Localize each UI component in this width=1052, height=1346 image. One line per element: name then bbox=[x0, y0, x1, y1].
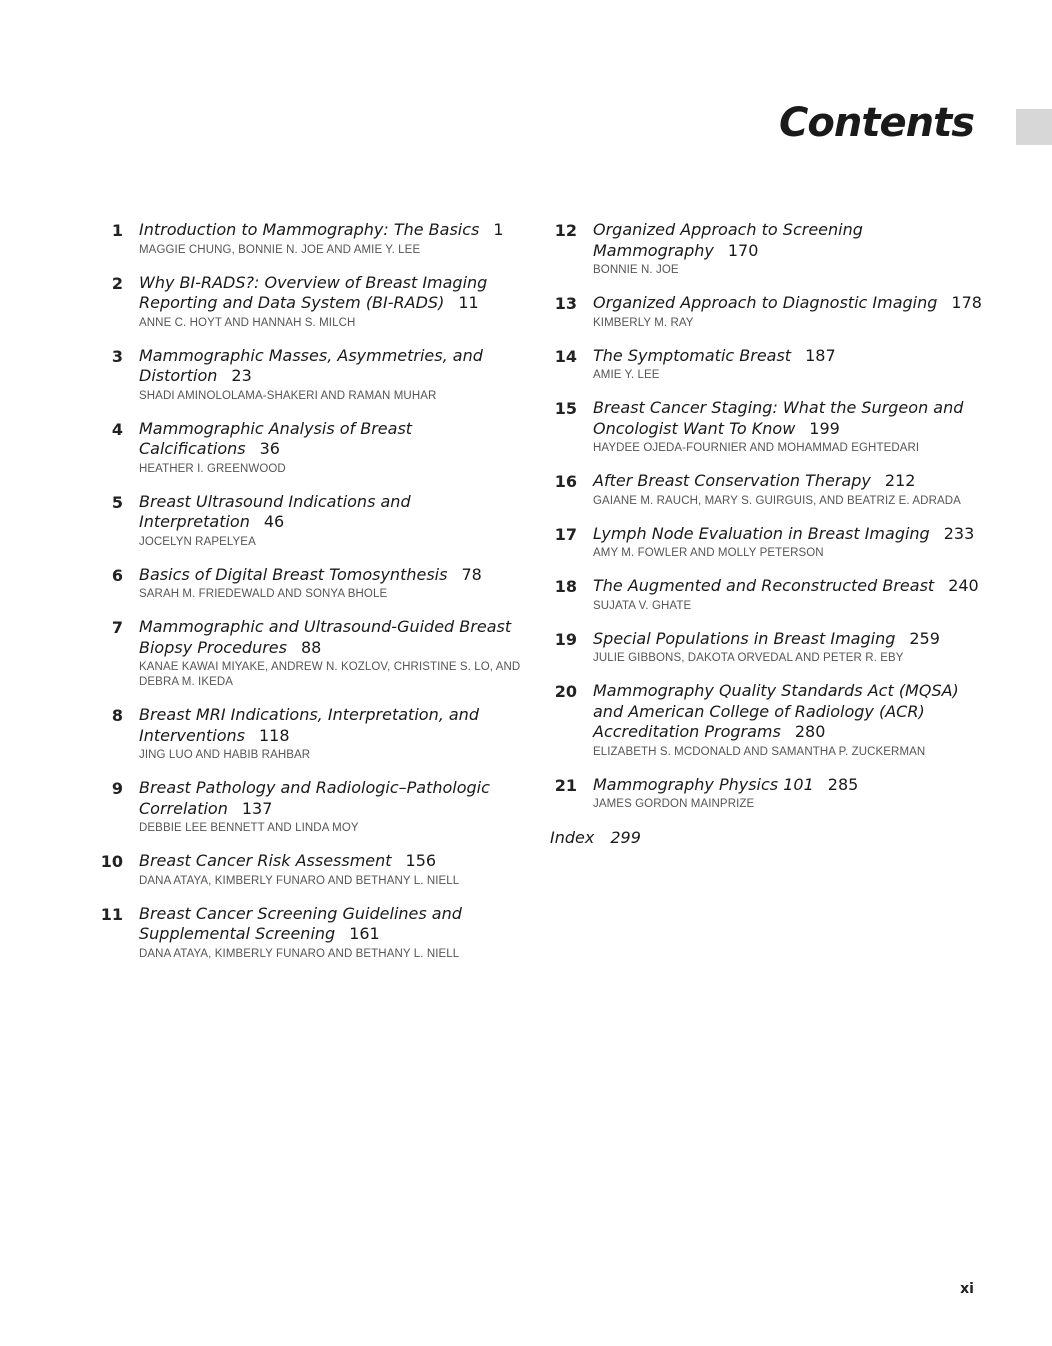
chapter-authors: GAIANE M. RAUCH, MARY S. GUIRGUIS, AND BEATRIZ E. ADRADA bbox=[593, 494, 961, 507]
toc-entry[interactable] bbox=[550, 346, 990, 384]
chapter-number: 8 bbox=[111, 706, 123, 725]
chapter-number: 11 bbox=[100, 904, 123, 924]
chapter-authors: AMY M. FOWLER AND MOLLY PETERSON bbox=[593, 547, 824, 559]
chapter-authors: DEBBIE LEE BENNETT AND LINDA MOY bbox=[139, 822, 359, 834]
chapter-title: Why BI-RADS?: Overview of Breast Imaging Reporting and Data System (BI-RADS) 11 bbox=[139, 272, 488, 312]
chapter-number: 1 bbox=[111, 221, 123, 240]
page-number: 156 bbox=[405, 851, 437, 870]
toc-entry[interactable] bbox=[550, 293, 990, 331]
chapter-title: Introduction to Mammography: The Basics 1 bbox=[139, 220, 504, 239]
chapter-number: 16 bbox=[554, 472, 577, 491]
chapter-number: 12 bbox=[554, 221, 577, 240]
page-number: 199 bbox=[809, 418, 840, 438]
toc-entry[interactable] bbox=[550, 398, 990, 456]
chapter-title: Mammographic Analysis of Breast Calcifications 36 bbox=[139, 418, 413, 458]
page-number: 212 bbox=[884, 471, 916, 490]
page-number: 137 bbox=[241, 798, 273, 818]
chapter-number: 17 bbox=[554, 524, 577, 544]
chapter-title: Basics of Digital Breast Tomosynthesis 78 bbox=[139, 564, 482, 584]
chapter-authors: BONNIE N. JOE bbox=[593, 264, 679, 276]
toc-entry[interactable] bbox=[96, 220, 536, 258]
chapter-authors: HEATHER I. GREENWOOD bbox=[139, 462, 286, 475]
chapter-authors: JULIE GIBBONS, DAKOTA ORVEDAL AND PETER R. EBY bbox=[593, 652, 904, 664]
toc-right-column bbox=[550, 220, 990, 848]
toc-entry[interactable] bbox=[96, 705, 536, 763]
page-number: 46 bbox=[263, 512, 285, 531]
toc-entry[interactable] bbox=[550, 681, 990, 760]
page-number: 161 bbox=[349, 924, 380, 943]
chapter-title: Organized Approach to Diagnostic Imaging 178 bbox=[593, 293, 982, 312]
chapter-number: 3 bbox=[111, 346, 123, 366]
page-number: 178 bbox=[951, 293, 982, 312]
chapter-authors: JOCELYN RAPELYEA bbox=[139, 535, 256, 548]
chapter-authors: DANA ATAYA, KIMBERLY FUNARO AND BETHANY L. NIELL bbox=[139, 874, 460, 887]
chapter-title: Organized Approach to Screening Mammography 170 bbox=[593, 220, 863, 260]
chapter-title: Breast Cancer Risk Assessment 156 bbox=[139, 851, 437, 870]
page-number: 88 bbox=[300, 637, 322, 657]
page-number: 233 bbox=[943, 523, 975, 543]
page-number: 118 bbox=[259, 725, 290, 745]
page-number: 240 bbox=[948, 576, 979, 595]
chapter-title: Mammographic and Ultrasound-Guided Breast Biopsy Procedures 88 bbox=[139, 617, 512, 657]
toc-entry[interactable] bbox=[96, 851, 536, 889]
chapter-title: After Breast Conservation Therapy 212 bbox=[593, 471, 916, 490]
toc-entry[interactable] bbox=[96, 617, 536, 690]
chapter-authors: AMIE Y. LEE bbox=[593, 369, 660, 381]
chapter-number: 10 bbox=[100, 852, 123, 871]
chapter-title: Breast Ultrasound Indications and Interpretation 46 bbox=[139, 491, 411, 531]
page-folio: xi bbox=[960, 1281, 974, 1297]
chapter-title: Lymph Node Evaluation in Breast Imaging 233 bbox=[593, 523, 975, 543]
page-number: 23 bbox=[231, 366, 252, 385]
chapter-number: 2 bbox=[111, 273, 123, 293]
chapter-authors: HAYDEE OJEDA-FOURNIER AND MOHAMMAD EGHTEDARI bbox=[593, 442, 920, 454]
chapter-authors: DANA ATAYA, KIMBERLY FUNARO AND BETHANY L. NIELL bbox=[139, 947, 460, 960]
chapter-authors: JING LUO AND HABIB RAHBAR bbox=[139, 749, 311, 761]
page-number: 1 bbox=[493, 220, 504, 239]
chapter-authors: SARAH M. FRIEDEWALD AND SONYA BHOLE bbox=[139, 588, 388, 600]
chapter-title: Mammography Physics 101 285 bbox=[593, 774, 859, 794]
chapter-number: 7 bbox=[111, 618, 123, 637]
toc-entry[interactable] bbox=[550, 471, 990, 509]
chapter-number: 18 bbox=[554, 577, 577, 596]
toc-entry[interactable] bbox=[550, 524, 990, 562]
page-number: 170 bbox=[727, 240, 759, 260]
toc-entry[interactable] bbox=[96, 419, 536, 477]
chapter-title: Breast Cancer Staging: What the Surgeon and Oncologist Want To Know 199 bbox=[593, 398, 964, 438]
chapter-title: The Augmented and Reconstructed Breast 240 bbox=[593, 576, 979, 595]
chapter-authors: JAMES GORDON MAINPRIZE bbox=[593, 798, 755, 810]
chapter-number: 20 bbox=[554, 682, 577, 701]
chapter-number: 19 bbox=[554, 629, 577, 649]
chapter-authors: MAGGIE CHUNG, BONNIE N. JOE AND AMIE Y. LEE bbox=[139, 243, 421, 256]
toc-entry[interactable] bbox=[96, 346, 536, 404]
index-label: Index bbox=[550, 828, 595, 847]
toc-entry[interactable] bbox=[550, 576, 990, 614]
chapter-number: 9 bbox=[111, 779, 123, 798]
page-number: 285 bbox=[827, 774, 859, 794]
page-number: 259 bbox=[909, 628, 940, 648]
index-page-number: 299 bbox=[610, 828, 641, 847]
chapter-number: 4 bbox=[111, 419, 123, 439]
toc-left-column bbox=[96, 220, 536, 977]
chapter-number: 5 bbox=[111, 492, 123, 512]
toc-entry[interactable] bbox=[550, 629, 990, 667]
toc-entry[interactable] bbox=[96, 778, 536, 836]
edge-tab-marker bbox=[1016, 109, 1052, 145]
chapter-title: The Symptomatic Breast 187 bbox=[593, 345, 836, 365]
chapter-authors: SUJATA V. GHATE bbox=[593, 599, 692, 612]
page-number: 280 bbox=[794, 722, 826, 741]
chapter-number: 6 bbox=[111, 565, 123, 585]
chapter-title: Breast Cancer Screening Guidelines and Supplemental Screening 161 bbox=[139, 903, 462, 943]
toc-entry[interactable] bbox=[96, 904, 536, 962]
chapter-authors: KANAE KAWAI MIYAKE, ANDREW N. KOZLOV, CHRISTINE S. LO, AND DEBRA M. IKEDA bbox=[139, 661, 521, 688]
page-title: Contents bbox=[779, 100, 974, 146]
chapter-authors: ANNE C. HOYT AND HANNAH S. MILCH bbox=[139, 316, 356, 329]
page-number: 78 bbox=[461, 564, 482, 584]
toc-entry[interactable] bbox=[96, 273, 536, 331]
toc-entry[interactable] bbox=[96, 565, 536, 603]
chapter-title: Breast Pathology and Radiologic–Pathologic Correlation 137 bbox=[139, 778, 490, 818]
chapter-authors: KIMBERLY M. RAY bbox=[593, 316, 694, 329]
chapter-number: 14 bbox=[554, 346, 577, 366]
chapter-title: Mammographic Masses, Asymmetries, and Distortion 23 bbox=[139, 345, 483, 385]
page-number: 187 bbox=[805, 345, 836, 365]
chapter-number: 21 bbox=[554, 775, 577, 795]
chapter-title: Breast MRI Indications, Interpretation, and Interventions 118 bbox=[139, 705, 479, 745]
chapter-authors: ELIZABETH S. MCDONALD AND SAMANTHA P. ZUCKERMAN bbox=[593, 745, 926, 758]
chapter-title: Mammography Quality Standards Act (MQSA) and American College of Radiology (ACR) Accreditation Programs 280 bbox=[593, 681, 959, 741]
toc-entry[interactable] bbox=[96, 492, 536, 550]
toc-entry[interactable] bbox=[550, 775, 990, 813]
page-number: 36 bbox=[259, 439, 280, 458]
toc-entry[interactable] bbox=[550, 220, 990, 278]
chapter-title: Special Populations in Breast Imaging 259 bbox=[593, 628, 940, 648]
toc-index-entry[interactable] bbox=[550, 827, 990, 848]
chapter-number: 13 bbox=[554, 294, 577, 313]
chapter-number: 15 bbox=[554, 399, 577, 418]
page-number: 11 bbox=[458, 293, 479, 312]
chapter-authors: SHADI AMINOLOLAMA-SHAKERI AND RAMAN MUHAR bbox=[139, 389, 437, 402]
